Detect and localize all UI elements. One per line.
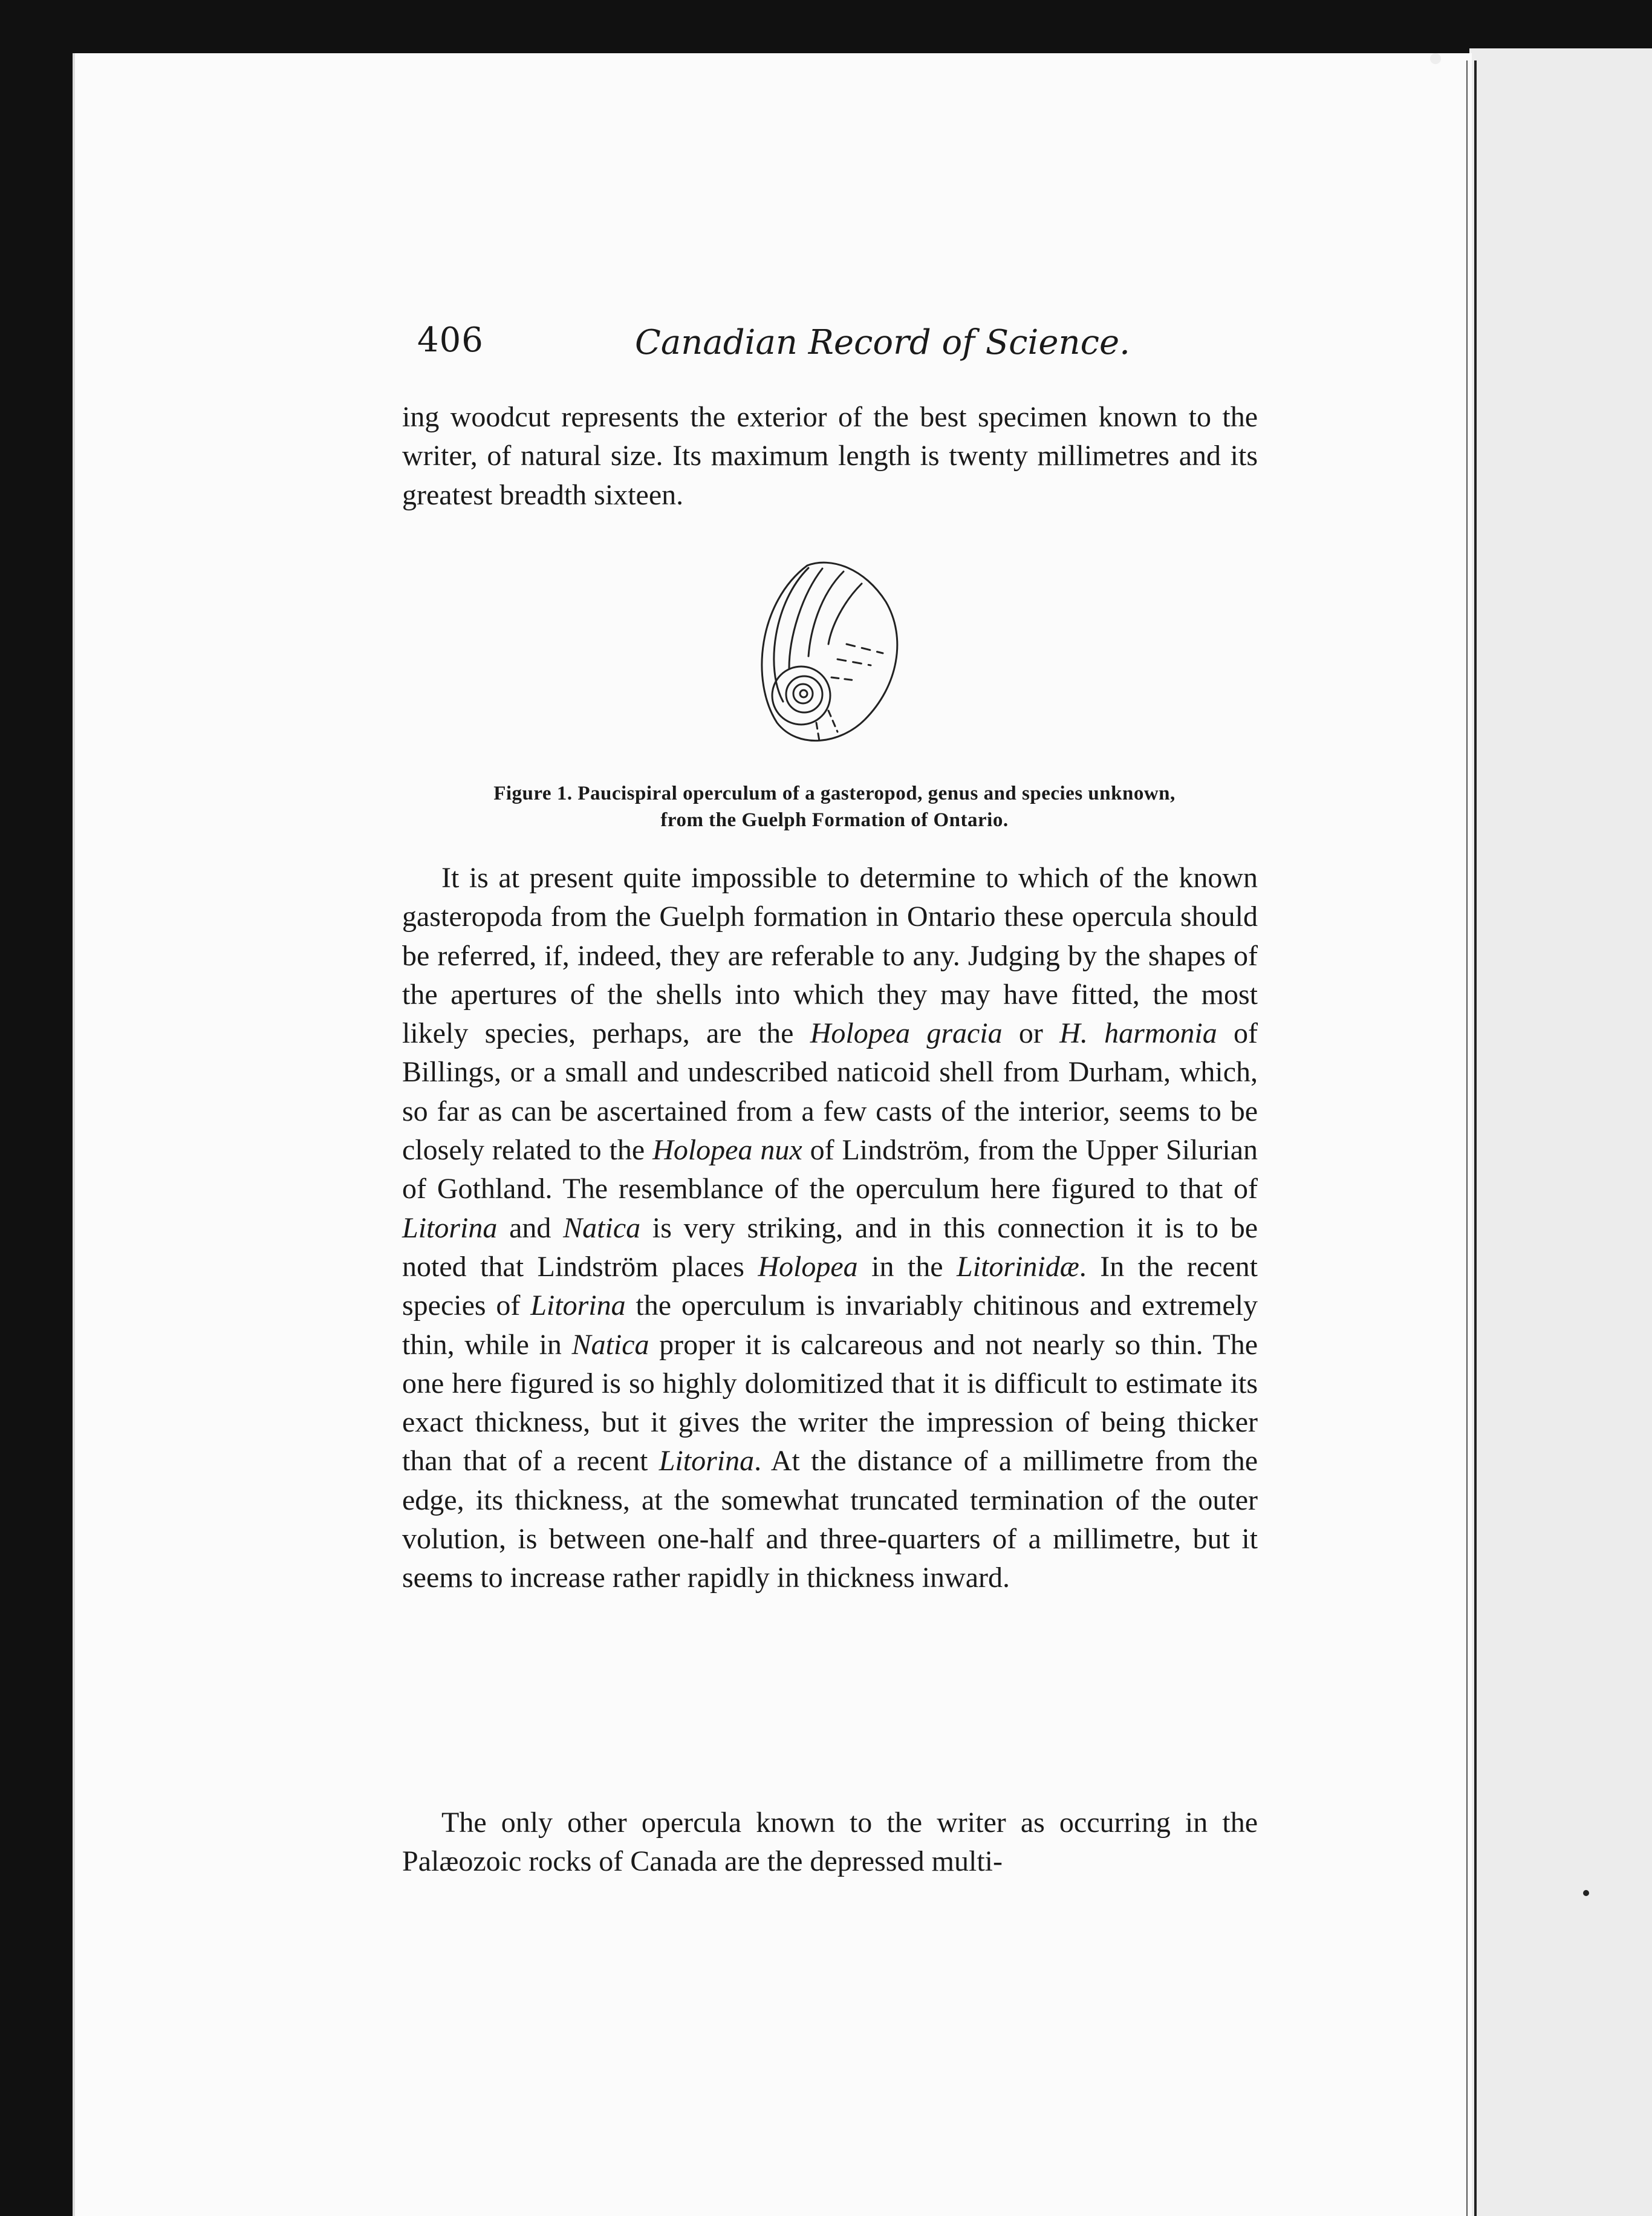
final-paragraph: The only other opercula known to the writer as occurring in the Palæozoic rocks of Canada are the depressed multi- xyxy=(402,1807,1258,1878)
taxon-name: Litorina xyxy=(659,1445,755,1478)
page-number: 406 xyxy=(417,321,484,360)
main-paragraph: It is at present quite impossible to determine to which of the known gasteropoda from the Guelph formation in Ontario these opercula should be referred, if, indeed, they are referable to any. Judging by the shapes of the apertures of the shells into which they may have fitted, the most likely species, perhaps, are the Holopea gracia or H. harmonia of Billings, or a small and undescribed naticoid shell from Durham, which, so far as can be ascertained from a few casts of the interior, seems to be closely related to the Holopea nux of Lindström, from the Upper Silurian of Gothland. The resemblance of the operculum here figured to that of Litorina and Natica is very striking, and in this connection it is to be noted that Lindström places Holopea in the Litorinidæ. In the recent species of Litorina the operculum is invariably chitinous and extremely thin, while in Natica proper it is calcareous and not nearly so thin. The one here figured is so highly dolomitized that it is difficult to estimate its exact thickness, but it gives the writer the impression of being thicker than that of a recent Litorina. At the distance of a millimetre from the edge, its thickness, at the somewhat truncated termination of the outer volution, is between one-half and three-quarters of a millimetre, but it seems to increase rather rapidly in thickness inward. xyxy=(402,862,1258,1594)
taxon-name: Holopea xyxy=(758,1250,858,1283)
running-title: Canadian Record of Science. xyxy=(635,323,1130,362)
page-gutter-line xyxy=(1474,60,1477,2216)
facing-page-edge xyxy=(1469,48,1652,2216)
figure-caption xyxy=(417,780,1252,833)
taxon-name: Natica xyxy=(563,1211,641,1244)
operculum-figure xyxy=(741,547,922,759)
caption-line-1: Figure 1. Paucispiral operculum of a gasteropod, genus and species unknown, xyxy=(493,783,1176,804)
taxon-name: H. harmonia xyxy=(1059,1017,1217,1050)
taxon-name: Holopea nux xyxy=(652,1134,802,1167)
running-header xyxy=(417,321,1264,375)
taxon-name: Holopea gracia xyxy=(810,1017,1003,1050)
taxon-name: Litorina xyxy=(402,1211,498,1244)
paragraph-continuation: ing woodcut represents the exterior of the best specimen known to the writer, of natural size. Its maximum length is twenty millimetres and its greatest breadth sixteen. xyxy=(402,401,1258,511)
scan-speck xyxy=(1430,53,1441,64)
taxon-name: Litorinidæ xyxy=(957,1250,1079,1283)
taxon-name: Litorina xyxy=(530,1289,626,1322)
caption-line-2: from the Guelph Formation of Ontario. xyxy=(660,809,1009,831)
page-gutter-shadow xyxy=(1466,60,1468,2216)
scan-speck xyxy=(1583,1890,1589,1896)
taxon-name: Natica xyxy=(571,1328,649,1361)
